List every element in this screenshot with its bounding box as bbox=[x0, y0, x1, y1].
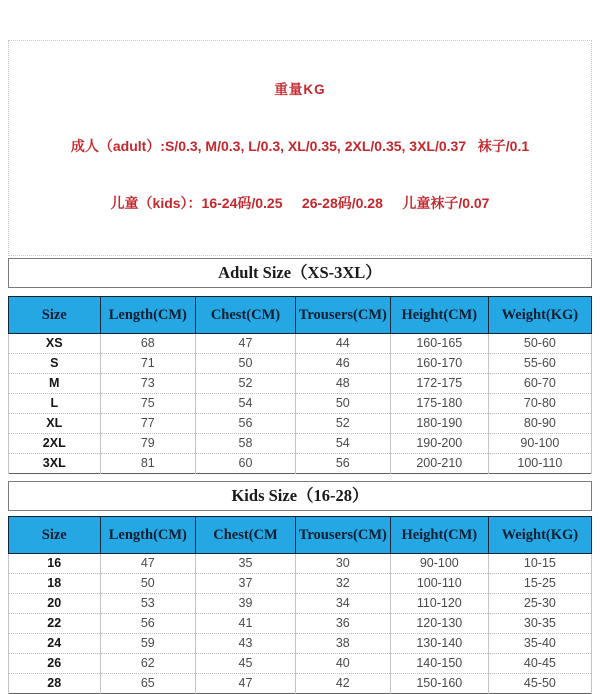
table-cell: 180-190 bbox=[390, 414, 488, 434]
table-cell: 140-150 bbox=[390, 654, 488, 674]
weight-info-title: 重量KG bbox=[274, 82, 326, 97]
table-cell: 10-15 bbox=[488, 554, 591, 574]
table-row bbox=[9, 434, 592, 454]
table-cell: 56 bbox=[295, 454, 390, 474]
size-cell: XS bbox=[9, 334, 101, 354]
table-cell: 42 bbox=[295, 674, 390, 694]
table-cell: 70-80 bbox=[488, 394, 591, 414]
table-cell: 40 bbox=[295, 654, 390, 674]
table-row bbox=[9, 334, 592, 354]
size-cell: 26 bbox=[9, 654, 101, 674]
table-cell: 30-35 bbox=[488, 614, 591, 634]
table-cell: 190-200 bbox=[390, 434, 488, 454]
size-cell: XL bbox=[9, 414, 101, 434]
table-cell: 45-50 bbox=[488, 674, 591, 694]
table-cell: 47 bbox=[100, 554, 196, 574]
table-cell: 41 bbox=[196, 614, 296, 634]
table-cell: 53 bbox=[100, 594, 196, 614]
table-row bbox=[9, 454, 592, 474]
table-cell: 100-110 bbox=[390, 574, 488, 594]
table-cell: 80-90 bbox=[488, 414, 591, 434]
table-cell: 44 bbox=[295, 334, 390, 354]
table-cell: 34 bbox=[295, 594, 390, 614]
table-cell: 59 bbox=[100, 634, 196, 654]
column-header-weight: Weight(KG) bbox=[488, 297, 591, 334]
table-cell: 46 bbox=[295, 354, 390, 374]
table-cell: 25-30 bbox=[488, 594, 591, 614]
table-cell: 32 bbox=[295, 574, 390, 594]
table-row bbox=[9, 614, 592, 634]
table-cell: 160-170 bbox=[390, 354, 488, 374]
table-cell: 30 bbox=[295, 554, 390, 574]
table-cell: 50 bbox=[196, 354, 296, 374]
table-cell: 172-175 bbox=[390, 374, 488, 394]
table-cell: 40-45 bbox=[488, 654, 591, 674]
table-cell: 38 bbox=[295, 634, 390, 654]
table-cell: 43 bbox=[196, 634, 296, 654]
kids-section-title: Kids Size（16-28） bbox=[8, 481, 592, 511]
table-cell: 56 bbox=[196, 414, 296, 434]
table-cell: 47 bbox=[196, 674, 296, 694]
table-row bbox=[9, 554, 592, 574]
table-row bbox=[9, 414, 592, 434]
table-cell: 54 bbox=[295, 434, 390, 454]
table-cell: 100-110 bbox=[488, 454, 591, 474]
table-cell: 48 bbox=[295, 374, 390, 394]
size-cell: 24 bbox=[9, 634, 101, 654]
table-cell: 54 bbox=[196, 394, 296, 414]
size-cell: 20 bbox=[9, 594, 101, 614]
size-chart-page bbox=[8, 40, 592, 694]
table-row bbox=[9, 354, 592, 374]
table-cell: 150-160 bbox=[390, 674, 488, 694]
table-cell: 55-60 bbox=[488, 354, 591, 374]
column-header-trousers: Trousers(CM) bbox=[295, 517, 390, 554]
table-cell: 75 bbox=[100, 394, 196, 414]
table-cell: 200-210 bbox=[390, 454, 488, 474]
column-header-chest: Chest(CM) bbox=[196, 297, 296, 334]
table-header-row bbox=[9, 297, 592, 334]
weight-info-box bbox=[8, 40, 592, 256]
table-cell: 90-100 bbox=[390, 554, 488, 574]
adult-size-table bbox=[8, 296, 592, 474]
table-cell: 35-40 bbox=[488, 634, 591, 654]
adult-section-title: Adult Size（XS-3XL） bbox=[8, 258, 592, 288]
column-header-chest: Chest(CM bbox=[196, 517, 296, 554]
table-row bbox=[9, 394, 592, 414]
table-cell: 62 bbox=[100, 654, 196, 674]
table-cell: 60 bbox=[196, 454, 296, 474]
column-header-size: Size bbox=[9, 517, 101, 554]
table-row bbox=[9, 654, 592, 674]
size-cell: M bbox=[9, 374, 101, 394]
column-header-size: Size bbox=[9, 297, 101, 334]
kids-size-table bbox=[8, 516, 592, 694]
table-cell: 68 bbox=[100, 334, 196, 354]
table-cell: 36 bbox=[295, 614, 390, 634]
column-header-length: Length(CM) bbox=[100, 517, 196, 554]
table-cell: 110-120 bbox=[390, 594, 488, 614]
column-header-weight: Weight(KG) bbox=[488, 517, 591, 554]
column-header-height: Height(CM) bbox=[390, 297, 488, 334]
size-cell: 18 bbox=[9, 574, 101, 594]
table-cell: 79 bbox=[100, 434, 196, 454]
table-cell: 47 bbox=[196, 334, 296, 354]
table-cell: 15-25 bbox=[488, 574, 591, 594]
table-cell: 73 bbox=[100, 374, 196, 394]
table-cell: 45 bbox=[196, 654, 296, 674]
table-header-row bbox=[9, 517, 592, 554]
table-row bbox=[9, 594, 592, 614]
size-cell: 3XL bbox=[9, 454, 101, 474]
adult-table-body bbox=[9, 334, 592, 474]
size-cell: L bbox=[9, 394, 101, 414]
table-row bbox=[9, 374, 592, 394]
table-cell: 50-60 bbox=[488, 334, 591, 354]
table-cell: 50 bbox=[100, 574, 196, 594]
column-header-length: Length(CM) bbox=[100, 297, 196, 334]
adult-table-head bbox=[9, 297, 592, 334]
table-cell: 52 bbox=[196, 374, 296, 394]
table-row bbox=[9, 674, 592, 694]
table-cell: 160-165 bbox=[390, 334, 488, 354]
table-row bbox=[9, 574, 592, 594]
table-cell: 175-180 bbox=[390, 394, 488, 414]
table-cell: 77 bbox=[100, 414, 196, 434]
column-header-trousers: Trousers(CM) bbox=[295, 297, 390, 334]
kids-table-body bbox=[9, 554, 592, 694]
size-cell: 16 bbox=[9, 554, 101, 574]
size-cell: S bbox=[9, 354, 101, 374]
table-row bbox=[9, 634, 592, 654]
table-cell: 130-140 bbox=[390, 634, 488, 654]
table-cell: 39 bbox=[196, 594, 296, 614]
table-cell: 50 bbox=[295, 394, 390, 414]
adult-weight-line: 成人（adult）:S/0.3, M/0.3, L/0.3, XL/0.35, 2XL/0.35, 3XL/0.37 袜子/0.1 bbox=[70, 138, 530, 154]
table-cell: 37 bbox=[196, 574, 296, 594]
table-cell: 120-130 bbox=[390, 614, 488, 634]
table-cell: 35 bbox=[196, 554, 296, 574]
size-cell: 28 bbox=[9, 674, 101, 694]
kids-weight-line: 儿童（kids）：16-24码/0.25 26-28码/0.28 儿童袜子/0.07 bbox=[110, 195, 490, 211]
table-cell: 71 bbox=[100, 354, 196, 374]
table-cell: 90-100 bbox=[488, 434, 591, 454]
table-cell: 65 bbox=[100, 674, 196, 694]
table-cell: 81 bbox=[100, 454, 196, 474]
size-cell: 22 bbox=[9, 614, 101, 634]
table-cell: 60-70 bbox=[488, 374, 591, 394]
table-cell: 58 bbox=[196, 434, 296, 454]
table-cell: 52 bbox=[295, 414, 390, 434]
size-cell: 2XL bbox=[9, 434, 101, 454]
table-cell: 56 bbox=[100, 614, 196, 634]
column-header-height: Height(CM) bbox=[390, 517, 488, 554]
kids-table-head bbox=[9, 517, 592, 554]
